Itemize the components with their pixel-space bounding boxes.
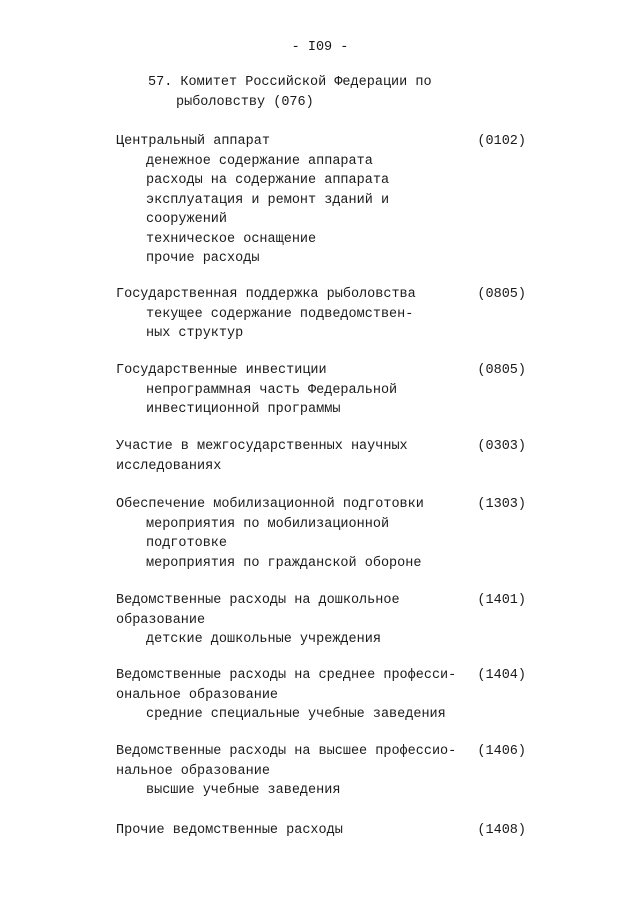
section-title: Обеспечение мобилизационной подготовки — [116, 497, 424, 512]
budget-section-interstate-research — [116, 437, 526, 476]
budget-section-preschool-education — [116, 591, 526, 650]
section-item: подготовке — [146, 536, 228, 551]
section-title-continued: образование — [116, 612, 206, 628]
section-code: (1401) — [477, 593, 526, 608]
section-item: мероприятия по мобилизационной — [146, 516, 390, 532]
section-title: Ведомственные расходы на высшее профессио- — [116, 744, 457, 759]
section-title-continued: нальное образование — [116, 763, 270, 779]
section-title: Ведомственные расходы на дошкольное — [116, 593, 400, 608]
section-item: техническое оснащение — [146, 231, 317, 247]
section-title: Центральный аппарат — [116, 134, 270, 149]
section-item: высшие учебные заведения — [146, 783, 341, 798]
section-item: инвестиционной программы — [146, 402, 341, 417]
heading-line-1: 57. Комитет Российской Федерации по — [148, 75, 432, 90]
section-title-continued: исследованиях — [116, 458, 222, 474]
section-title-continued: ональное образование — [116, 687, 279, 703]
section-title: Государственная поддержка рыболовства — [116, 287, 416, 302]
section-item: непрограммная часть Федеральной — [146, 382, 398, 398]
section-code: (1406) — [477, 744, 526, 759]
section-code: (1404) — [477, 668, 526, 683]
section-item: денежное содержание аппарата — [146, 153, 373, 169]
section-title: Ведомственные расходы на среднее професси- — [116, 668, 457, 683]
heading-line-2: рыболовству (076) — [176, 94, 314, 110]
section-code: (0102) — [477, 134, 526, 149]
section-code: (0805) — [477, 363, 526, 378]
section-code: (0303) — [477, 439, 526, 454]
section-item: текущее содержание подведомствен- — [146, 306, 414, 322]
section-code: (1408) — [477, 823, 526, 838]
section-item: ных структур — [146, 326, 244, 341]
budget-section-central-apparatus — [116, 132, 526, 269]
section-code: (1303) — [477, 497, 526, 512]
section-item: средние специальные учебные заведения — [146, 707, 446, 722]
section-code: (0805) — [477, 287, 526, 302]
budget-section-state-investments — [116, 361, 526, 420]
page-number: - I09 - — [291, 40, 349, 55]
section-title: Участие в межгосударственных научных — [116, 439, 408, 454]
budget-section-other-expenses — [116, 821, 526, 841]
section-item: эксплуатация и ремонт зданий и — [146, 192, 390, 208]
budget-section-fishery-support — [116, 285, 526, 344]
section-item: мероприятия по гражданской обороне — [146, 555, 422, 571]
section-title: Прочие ведомственные расходы — [116, 823, 343, 838]
budget-section-mobilization — [116, 495, 526, 573]
section-heading — [148, 73, 432, 112]
section-item: прочие расходы — [146, 251, 260, 266]
section-item: сооружений — [146, 212, 228, 227]
budget-section-higher-education — [116, 742, 526, 801]
section-title: Государственные инвестиции — [116, 363, 327, 378]
section-item: расходы на содержание аппарата — [146, 173, 390, 188]
section-item: детские дошкольные учреждения — [146, 632, 381, 647]
budget-section-secondary-vocational — [116, 666, 526, 725]
